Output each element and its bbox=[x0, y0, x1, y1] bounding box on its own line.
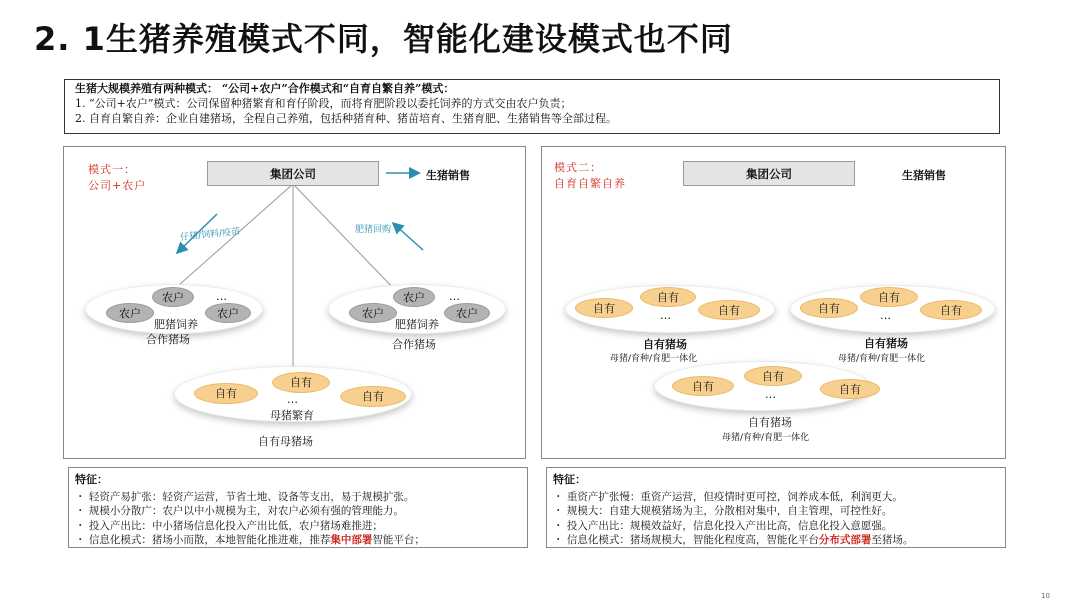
own-farm-caption: 自有猪场 bbox=[748, 416, 792, 429]
own-pill: 自有 bbox=[698, 300, 760, 320]
mode-one-name: 公司+农户 bbox=[88, 179, 147, 192]
features-right-box bbox=[546, 467, 1006, 548]
intro-line-1: 1. “公司+农户”模式：公司保留种猪繁育和育仔阶段，而将育肥阶段以委托饲养的方式交由农户负责； bbox=[75, 97, 572, 110]
feature-line: ・ 重资产扩张慢：重资产运营，但疫情时更可控，饲养成本低，利润更大。 bbox=[553, 490, 903, 503]
own-pill: 自有 bbox=[272, 372, 330, 393]
own-farm-caption: 自有猪场 bbox=[643, 338, 687, 351]
own-pill: 自有 bbox=[800, 298, 858, 318]
mode-one-label bbox=[88, 162, 146, 194]
own-pill: 自有 bbox=[194, 383, 258, 404]
ellipsis: … bbox=[216, 290, 227, 303]
own-farm-subcaption: 母猪/育种/育肥一体化 bbox=[610, 354, 698, 364]
ellipsis: … bbox=[765, 388, 776, 401]
farmer-pill: 农户 bbox=[106, 303, 154, 323]
feature-line: ・ 轻资产易扩张：轻资产运营，节省土地、设备等支出，易于规模扩张。 bbox=[75, 490, 415, 503]
coop-farm-caption: 合作猪场 bbox=[392, 338, 436, 351]
own-pill: 自有 bbox=[860, 287, 918, 307]
feature-text: 至猪场。 bbox=[871, 534, 914, 546]
feature-line bbox=[75, 533, 521, 548]
farmer-pill: 农户 bbox=[205, 303, 251, 323]
farmer-pill: 农户 bbox=[152, 287, 194, 307]
farmer-pill: 农户 bbox=[444, 303, 490, 323]
farmer-pill: 农户 bbox=[349, 303, 397, 323]
feature-line: ・ 投入产出比：中小猪场信息化投入产出比低，农户猪场难推进； bbox=[75, 519, 383, 532]
feature-text: 智能平台； bbox=[372, 534, 425, 546]
mode-two-name: 自育自繁自养 bbox=[554, 177, 626, 190]
own-farm-subcaption: 母猪/育种/育肥一体化 bbox=[838, 354, 926, 364]
feature-line: ・ 规模大：自建大规模猪场为主，分散相对集中，自主管理，可控性好。 bbox=[553, 505, 893, 517]
own-pill: 自有 bbox=[340, 386, 406, 407]
supply-label: 仔猪/饲料/疫苗 bbox=[179, 226, 241, 244]
feature-highlight: 分布式部署 bbox=[818, 534, 872, 546]
intro-heading: 生猪大规模养殖有两种模式： “公司+农户”合作模式和“自育自繁自养”模式： bbox=[75, 82, 455, 95]
own-farm-caption: 自有猪场 bbox=[864, 337, 908, 350]
feature-text: ・ 信息化模式：猪场规模大，智能化程度高，智能化平台 bbox=[553, 534, 819, 546]
feature-line bbox=[553, 533, 999, 548]
mode-two-label bbox=[554, 160, 626, 192]
own-pill: 自有 bbox=[575, 298, 633, 318]
own-pill: 自有 bbox=[820, 379, 880, 399]
feature-line: ・ 投入产出比：规模效益好，信息化投入产出比高，信息化投入意愿强。 bbox=[553, 519, 893, 532]
features-left-box bbox=[68, 467, 528, 548]
own-farm-inner-label: 母猪繁育 bbox=[270, 409, 314, 422]
ellipsis: … bbox=[287, 393, 298, 406]
feature-highlight: 集中部署 bbox=[330, 534, 373, 546]
ellipsis: … bbox=[449, 290, 460, 303]
coop-farm-inner-label: 肥猪饲养 bbox=[154, 318, 198, 331]
own-pill: 自有 bbox=[744, 366, 802, 386]
own-pill: 自有 bbox=[672, 376, 734, 396]
mode-one-title: 模式一： bbox=[88, 163, 136, 176]
sales-label-left: 生猪销售 bbox=[426, 169, 470, 182]
company-box-left: 集团公司 bbox=[207, 161, 379, 186]
page-title: 2. 1生猪养殖模式不同，智能化建设模式也不同 bbox=[34, 20, 733, 58]
features-heading: 特征： bbox=[75, 473, 108, 486]
coop-farm-inner-label: 肥猪饲养 bbox=[395, 318, 439, 331]
buyback-label: 肥猪回购 bbox=[355, 225, 392, 235]
own-farm-caption: 自有母猪场 bbox=[258, 435, 313, 448]
page-number: 10 bbox=[1041, 592, 1050, 600]
buyback-arrow bbox=[394, 224, 423, 250]
feature-text: ・ 信息化模式：猪场小而散，本地智能化推进难，推荐 bbox=[75, 534, 331, 546]
own-farm-subcaption: 母猪/育种/育肥一体化 bbox=[722, 433, 810, 443]
feature-line: ・ 规模小分散广：农户以中小规模为主，对农户必须有强的管理能力。 bbox=[75, 505, 404, 517]
ellipsis: … bbox=[880, 309, 891, 322]
company-box-right: 集团公司 bbox=[683, 161, 855, 186]
own-pill: 自有 bbox=[920, 300, 982, 320]
coop-farm-caption: 合作猪场 bbox=[146, 333, 190, 346]
intro-line-2: 2. 自育自繁自养：企业自建猪场，全程自己养殖，包括种猪育种、猪苗培育、生猪育肥、生猪销售等全部过程。 bbox=[75, 112, 617, 125]
farmer-pill: 农户 bbox=[393, 287, 435, 307]
ellipsis: … bbox=[660, 309, 671, 322]
features-heading: 特征： bbox=[553, 473, 586, 486]
own-pill: 自有 bbox=[640, 287, 696, 307]
mode-two-title: 模式二： bbox=[554, 161, 602, 174]
sales-label-right: 生猪销售 bbox=[902, 169, 946, 182]
